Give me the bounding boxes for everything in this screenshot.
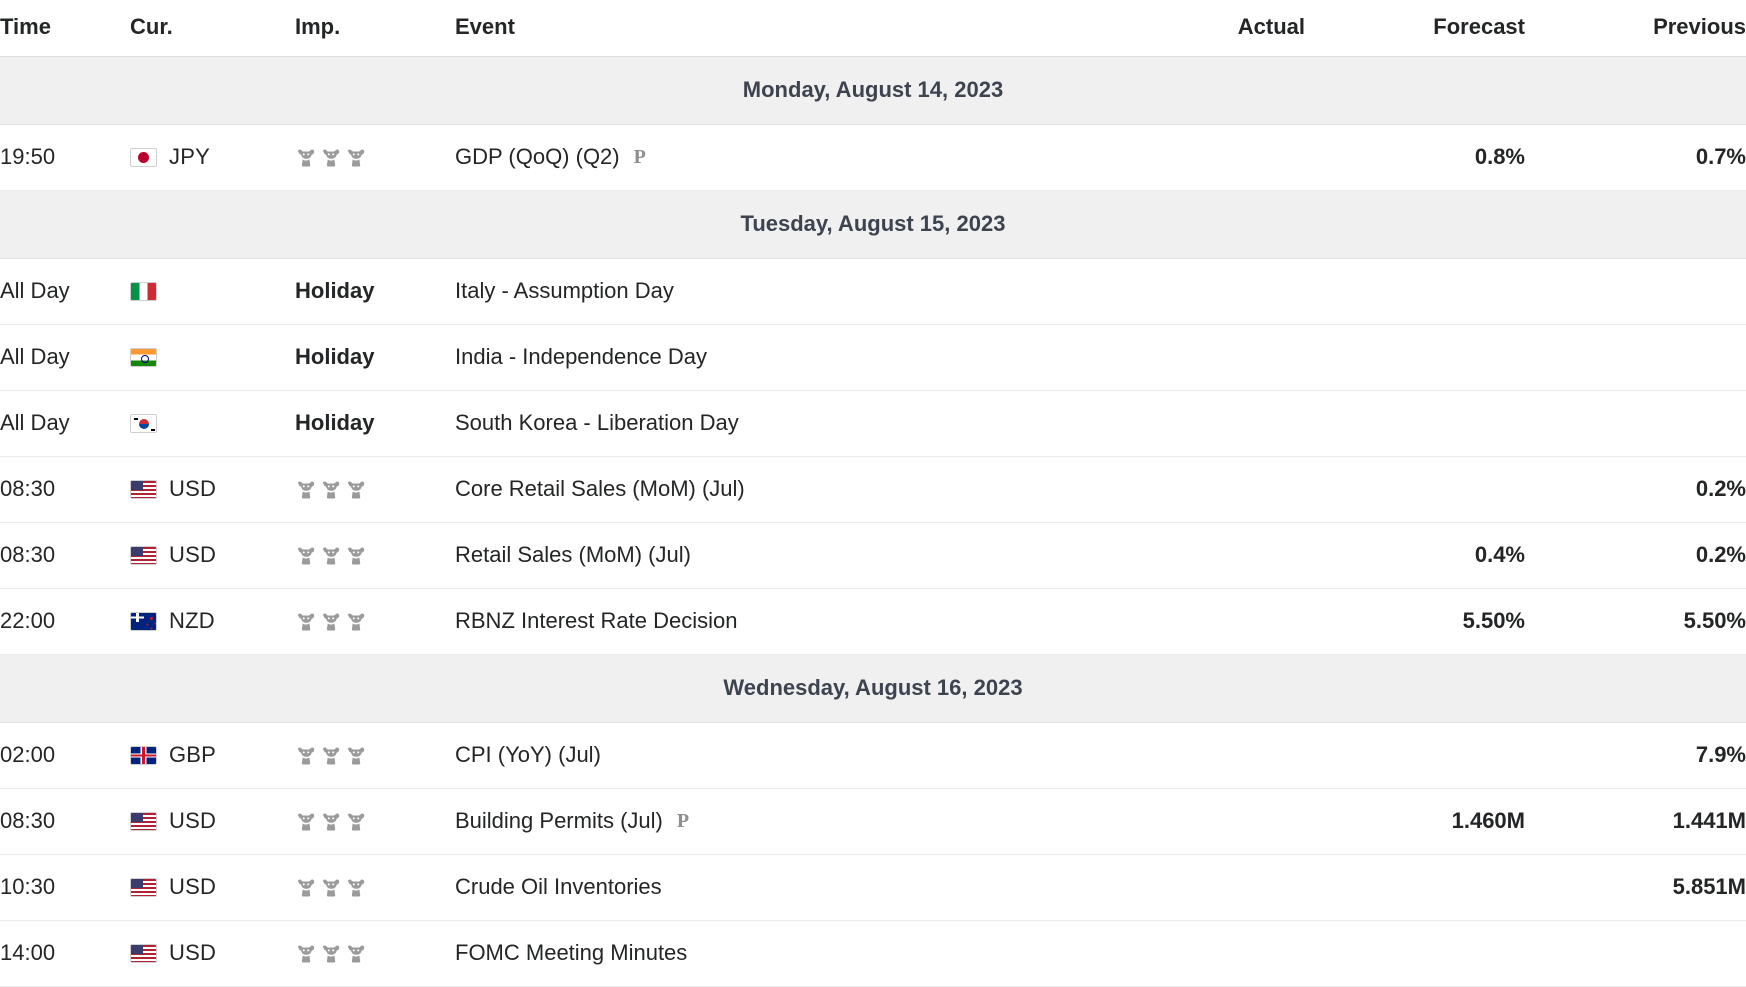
holiday-label: Holiday <box>295 344 375 369</box>
cell-currency <box>130 789 295 855</box>
cell-importance[interactable] <box>295 723 455 789</box>
day-separator-row <box>0 57 1746 125</box>
cell-event[interactable] <box>455 325 1075 391</box>
table-row[interactable] <box>0 855 1746 921</box>
table-row[interactable] <box>0 259 1746 325</box>
flag-icon-inr <box>130 348 157 367</box>
cell-time: 08:30 <box>0 523 130 589</box>
event-name: Retail Sales (MoM) (Jul) <box>455 542 691 567</box>
cell-actual <box>1075 789 1305 855</box>
bull-icon <box>345 545 367 567</box>
table-body <box>0 57 1746 987</box>
cell-previous: 5.851M <box>1525 855 1746 921</box>
cell-forecast <box>1305 325 1525 391</box>
cell-importance[interactable] <box>295 921 455 987</box>
bull-icon <box>345 877 367 899</box>
currency-code: USD <box>169 476 217 501</box>
cell-event[interactable] <box>455 523 1075 589</box>
flag-icon-eur-it <box>130 282 157 301</box>
flag-icon-jpy <box>130 148 157 167</box>
importance-bulls <box>295 478 370 501</box>
flag-icon-usd <box>130 944 157 963</box>
cell-forecast <box>1305 855 1525 921</box>
bull-icon <box>320 745 342 767</box>
cell-actual <box>1075 523 1305 589</box>
cell-previous: 7.9% <box>1525 723 1746 789</box>
day-separator-row <box>0 655 1746 723</box>
table-header <box>0 0 1746 57</box>
cell-event[interactable] <box>455 259 1075 325</box>
bull-icon <box>345 147 367 169</box>
day-separator-row <box>0 191 1746 259</box>
cell-time: 14:00 <box>0 921 130 987</box>
cell-time: 08:30 <box>0 789 130 855</box>
bull-icon <box>320 943 342 965</box>
event-name: RBNZ Interest Rate Decision <box>455 608 738 633</box>
bull-icon <box>295 545 317 567</box>
cell-currency <box>130 125 295 191</box>
event-name: South Korea - Liberation Day <box>455 410 739 435</box>
cell-event[interactable] <box>455 723 1075 789</box>
cell-time: All Day <box>0 259 130 325</box>
bull-icon <box>295 877 317 899</box>
cell-actual <box>1075 325 1305 391</box>
bull-icon <box>345 811 367 833</box>
cell-event[interactable] <box>455 855 1075 921</box>
cell-forecast: 5.50% <box>1305 589 1525 655</box>
cell-forecast: 0.4% <box>1305 523 1525 589</box>
cell-forecast <box>1305 391 1525 457</box>
cell-currency <box>130 325 295 391</box>
cell-importance[interactable] <box>295 259 455 325</box>
cell-forecast <box>1305 723 1525 789</box>
cell-currency <box>130 523 295 589</box>
bull-icon <box>320 811 342 833</box>
currency-code: JPY <box>169 144 210 169</box>
bull-icon <box>295 479 317 501</box>
cell-importance[interactable] <box>295 789 455 855</box>
cell-currency <box>130 723 295 789</box>
cell-importance[interactable] <box>295 125 455 191</box>
preliminary-indicator: P <box>676 810 690 832</box>
cell-forecast <box>1305 921 1525 987</box>
cell-currency <box>130 921 295 987</box>
event-name: Italy - Assumption Day <box>455 278 674 303</box>
bull-icon <box>345 943 367 965</box>
cell-time: 10:30 <box>0 855 130 921</box>
cell-previous <box>1525 259 1746 325</box>
importance-bulls <box>295 876 370 899</box>
column-header-forecast[interactable]: Forecast <box>1305 0 1525 57</box>
bull-icon <box>295 611 317 633</box>
cell-forecast <box>1305 259 1525 325</box>
cell-previous <box>1525 391 1746 457</box>
cell-importance[interactable] <box>295 855 455 921</box>
flag-icon-usd <box>130 546 157 565</box>
flag-icon-usd <box>130 812 157 831</box>
cell-previous <box>1525 325 1746 391</box>
cell-event[interactable] <box>455 789 1075 855</box>
cell-previous: 0.7% <box>1525 125 1746 191</box>
day-label: Monday, August 14, 2023 <box>0 57 1746 125</box>
event-name: FOMC Meeting Minutes <box>455 940 688 965</box>
column-header-currency[interactable]: Cur. <box>130 0 295 57</box>
cell-actual <box>1075 921 1305 987</box>
cell-importance[interactable] <box>295 325 455 391</box>
cell-previous: 0.2% <box>1525 457 1746 523</box>
table-row[interactable] <box>0 125 1746 191</box>
bull-icon <box>295 745 317 767</box>
importance-bulls <box>295 810 370 833</box>
column-header-previous[interactable]: Previous <box>1525 0 1746 57</box>
cell-currency <box>130 855 295 921</box>
event-name: Building Permits (Jul) <box>455 808 663 833</box>
cell-forecast <box>1305 457 1525 523</box>
importance-bulls <box>295 942 370 965</box>
cell-forecast: 1.460M <box>1305 789 1525 855</box>
bull-icon <box>320 877 342 899</box>
cell-currency <box>130 589 295 655</box>
importance-bulls <box>295 544 370 567</box>
cell-previous: 1.441M <box>1525 789 1746 855</box>
bull-icon <box>320 479 342 501</box>
cell-time: All Day <box>0 391 130 457</box>
cell-importance[interactable] <box>295 589 455 655</box>
column-header-actual[interactable]: Actual <box>1075 0 1305 57</box>
cell-actual <box>1075 259 1305 325</box>
importance-bulls <box>295 744 370 767</box>
preliminary-indicator: P <box>633 146 646 168</box>
bull-icon <box>345 479 367 501</box>
importance-bulls <box>295 146 370 169</box>
event-name: India - Independence Day <box>455 344 707 369</box>
cell-actual <box>1075 723 1305 789</box>
cell-time: All Day <box>0 325 130 391</box>
column-header-event[interactable]: Event <box>455 0 1075 57</box>
currency-code: USD <box>169 874 217 899</box>
table-row[interactable] <box>0 391 1746 457</box>
cell-actual <box>1075 589 1305 655</box>
cell-previous: 0.2% <box>1525 523 1746 589</box>
bull-icon <box>295 811 317 833</box>
currency-code: USD <box>169 542 217 567</box>
cell-importance[interactable] <box>295 391 455 457</box>
importance-bulls <box>295 610 370 633</box>
cell-currency <box>130 259 295 325</box>
cell-previous <box>1525 921 1746 987</box>
cell-currency <box>130 457 295 523</box>
table-row[interactable] <box>0 723 1746 789</box>
cell-previous: 5.50% <box>1525 589 1746 655</box>
flag-icon-usd <box>130 480 157 499</box>
cell-time: 22:00 <box>0 589 130 655</box>
table-row[interactable] <box>0 589 1746 655</box>
holiday-label: Holiday <box>295 410 375 435</box>
cell-currency <box>130 391 295 457</box>
day-label: Wednesday, August 16, 2023 <box>0 655 1746 723</box>
column-header-importance[interactable]: Imp. <box>295 0 455 57</box>
day-label: Tuesday, August 15, 2023 <box>0 191 1746 259</box>
cell-importance[interactable] <box>295 523 455 589</box>
currency-code: USD <box>169 808 217 833</box>
table-row[interactable] <box>0 523 1746 589</box>
header-row <box>0 0 1746 57</box>
currency-code: USD <box>169 940 217 965</box>
flag-icon-gbp <box>130 746 157 765</box>
cell-event[interactable] <box>455 921 1075 987</box>
currency-code: NZD <box>169 608 215 633</box>
currency-code: GBP <box>169 742 217 767</box>
cell-actual <box>1075 457 1305 523</box>
cell-event[interactable] <box>455 457 1075 523</box>
cell-actual <box>1075 855 1305 921</box>
bull-icon <box>320 611 342 633</box>
event-name: Crude Oil Inventories <box>455 874 662 899</box>
table-row[interactable] <box>0 921 1746 987</box>
table-row[interactable] <box>0 325 1746 391</box>
bull-icon <box>320 545 342 567</box>
cell-time: 02:00 <box>0 723 130 789</box>
cell-event[interactable] <box>455 125 1075 191</box>
cell-time: 08:30 <box>0 457 130 523</box>
cell-time: 19:50 <box>0 125 130 191</box>
cell-forecast: 0.8% <box>1305 125 1525 191</box>
flag-icon-nzd <box>130 612 157 631</box>
cell-actual <box>1075 391 1305 457</box>
bull-icon <box>345 745 367 767</box>
bull-icon <box>295 147 317 169</box>
flag-icon-krw <box>130 414 157 433</box>
table-row[interactable] <box>0 789 1746 855</box>
cell-importance[interactable] <box>295 457 455 523</box>
event-name: CPI (YoY) (Jul) <box>455 742 601 767</box>
cell-event[interactable] <box>455 589 1075 655</box>
bull-icon <box>345 611 367 633</box>
cell-actual <box>1075 125 1305 191</box>
event-name: GDP (QoQ) (Q2) <box>455 144 620 169</box>
event-name: Core Retail Sales (MoM) (Jul) <box>455 476 745 501</box>
column-header-time[interactable]: Time <box>0 0 130 57</box>
cell-event[interactable] <box>455 391 1075 457</box>
bull-icon <box>295 943 317 965</box>
flag-icon-usd <box>130 878 157 897</box>
bull-icon <box>320 147 342 169</box>
table-row[interactable] <box>0 457 1746 523</box>
holiday-label: Holiday <box>295 278 375 303</box>
